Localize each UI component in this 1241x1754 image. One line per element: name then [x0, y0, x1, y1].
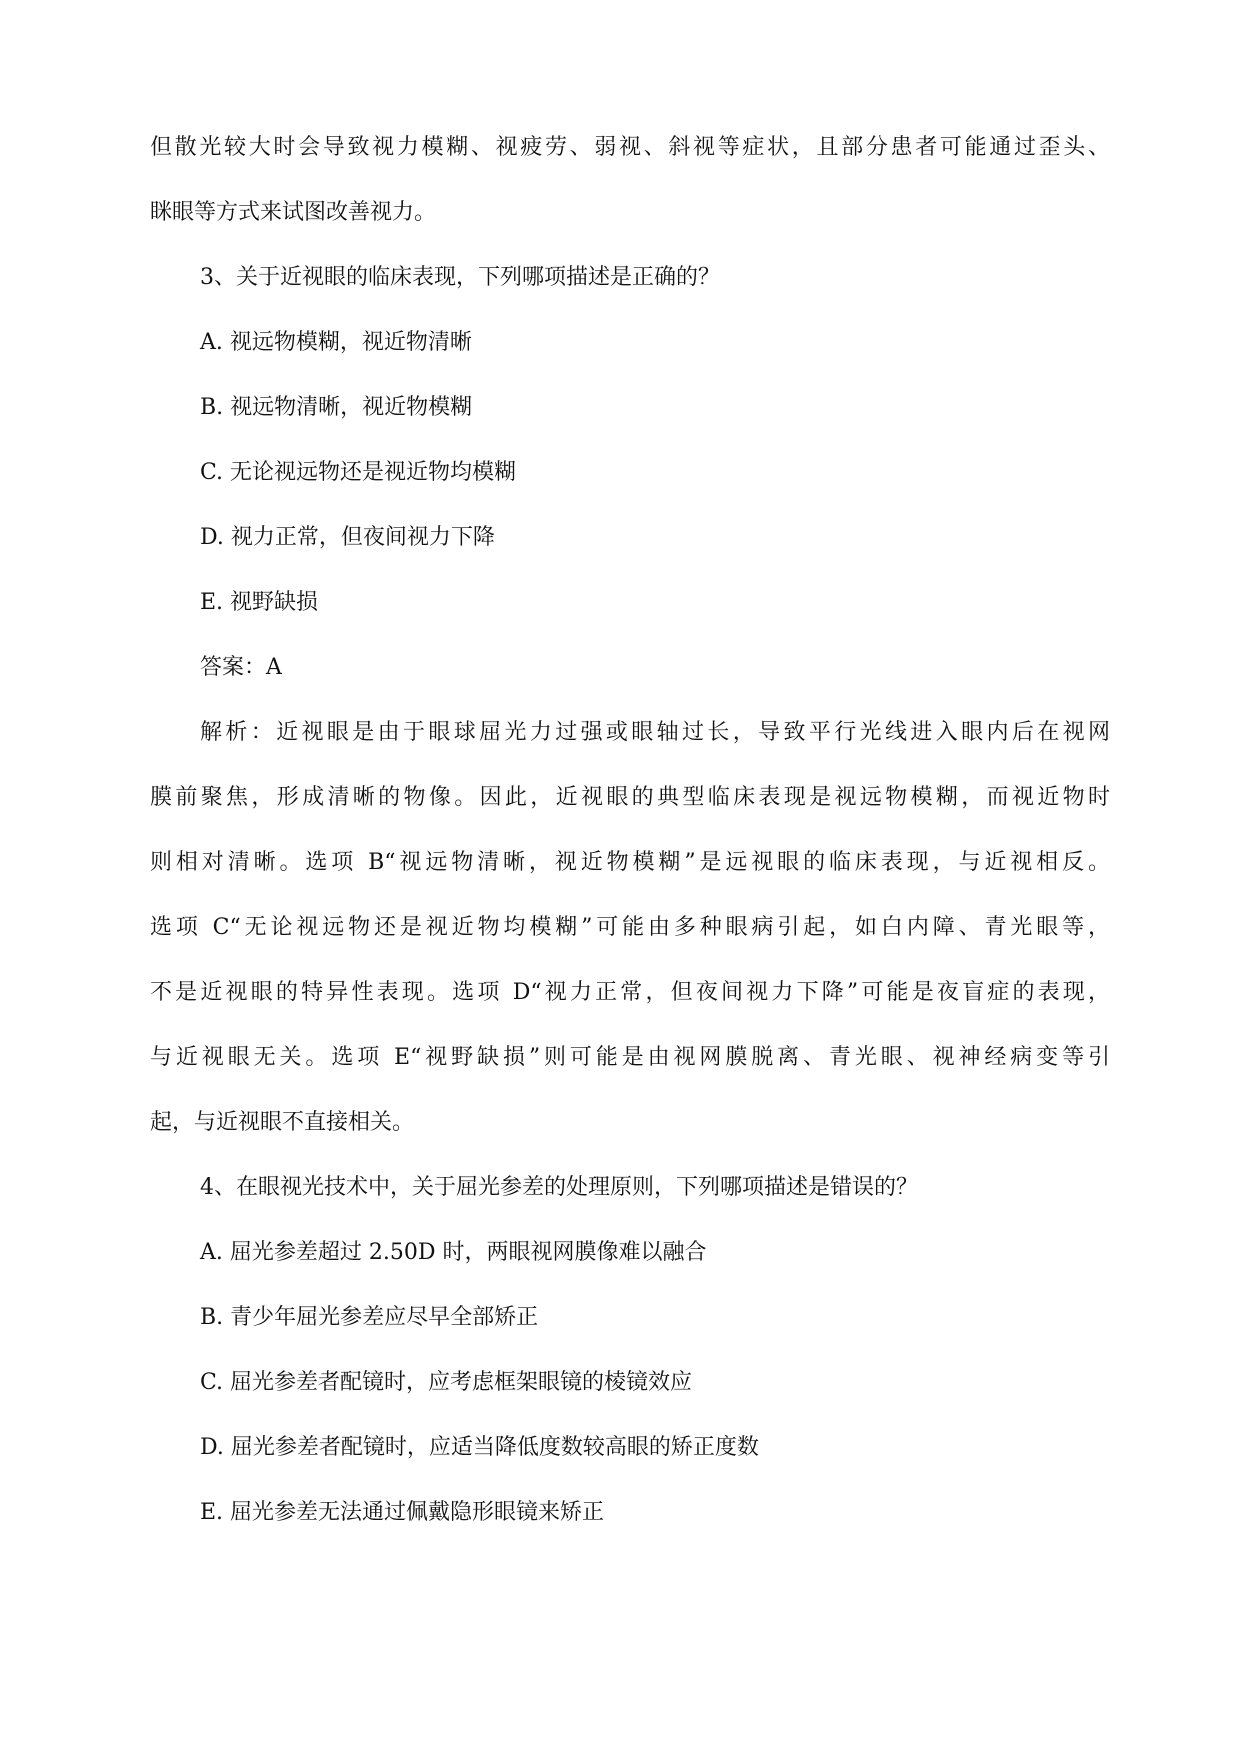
q4-option-d: D. 屈光参差者配镜时，应适当降低度数较高眼的矫正度数	[200, 1435, 759, 1460]
intro-line: 但散光较大时会导致视力模糊、视疲劳、弱视、斜视等症状，且部分患者可能通过歪头、	[150, 135, 1110, 160]
question-3: 3、关于近视眼的临床表现，下列哪项描述是正确的？	[200, 265, 720, 290]
q3-answer: 答案：A	[200, 655, 282, 680]
q3-option-b: B. 视远物清晰，视近物模糊	[200, 395, 473, 420]
q3-explanation-line: 则相对清晰。选项 B“视远物清晰，视近物模糊”是远视眼的临床表现，与近视相反。	[150, 850, 1110, 875]
q3-explanation-line: 膜前聚焦，形成清晰的物像。因此，近视眼的典型临床表现是视远物模糊，而视近物时	[150, 785, 1110, 810]
document-body	[150, 115, 1110, 1545]
q3-explanation-line: 起，与近视眼不直接相关。	[150, 1110, 415, 1135]
intro-line: 眯眼等方式来试图改善视力。	[150, 200, 437, 225]
q3-explanation-line: 解析：近视眼是由于眼球屈光力过强或眼轴过长，导致平行光线进入眼内后在视网	[200, 720, 1110, 745]
q4-option-e: E. 屈光参差无法通过佩戴隐形眼镜来矫正	[200, 1500, 605, 1525]
q3-explanation-line: 与近视眼无关。选项 E“视野缺损”则可能是由视网膜脱离、青光眼、视神经病变等引	[150, 1045, 1110, 1070]
q4-option-a: A. 屈光参差超过 2.50D 时，两眼视网膜像难以融合	[200, 1240, 707, 1265]
q4-option-c: C. 屈光参差者配镜时，应考虑框架眼镜的棱镜效应	[200, 1370, 693, 1395]
question-4: 4、在眼视光技术中，关于屈光参差的处理原则，下列哪项描述是错误的？	[200, 1175, 918, 1200]
q3-option-d: D. 视力正常，但夜间视力下降	[200, 525, 495, 550]
q4-option-b: B. 青少年屈光参差应尽早全部矫正	[200, 1305, 539, 1330]
q3-option-e: E. 视野缺损	[200, 590, 319, 615]
q3-option-c: C. 无论视远物还是视近物均模糊	[200, 460, 517, 485]
q3-explanation-line: 选项 C“无论视远物还是视近物均模糊”可能由多种眼病引起，如白内障、青光眼等，	[150, 915, 1110, 940]
q3-option-a: A. 视远物模糊，视近物清晰	[200, 330, 472, 355]
q3-explanation-line: 不是近视眼的特异性表现。选项 D“视力正常，但夜间视力下降”可能是夜盲症的表现，	[150, 980, 1110, 1005]
